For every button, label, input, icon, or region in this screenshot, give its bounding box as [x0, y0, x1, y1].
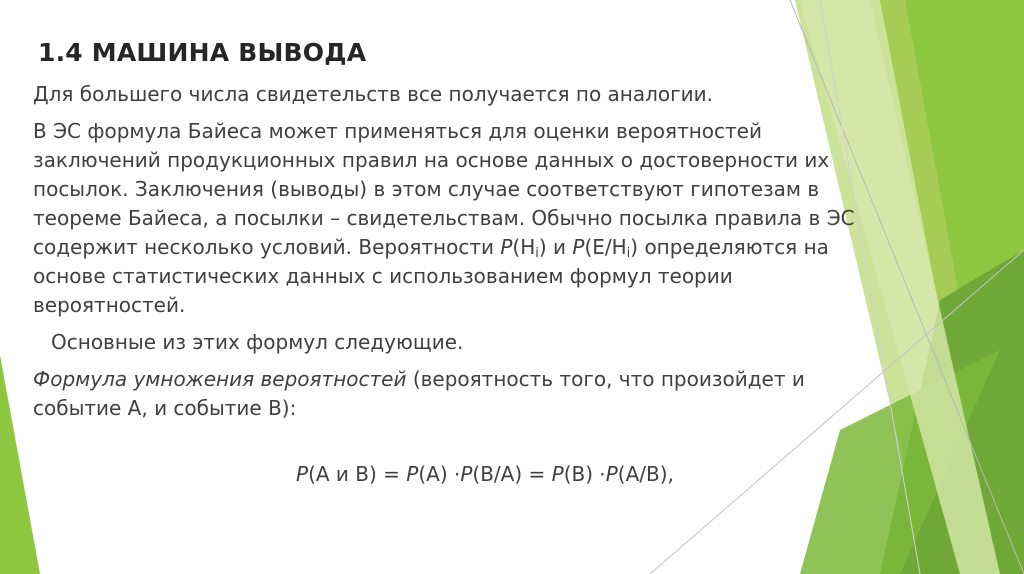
formula-part: (А) ⋅ — [418, 462, 461, 486]
prob-symbol: P — [460, 462, 473, 486]
bayes-line-4: теореме Байеса, а посылки – свидетельствам. Обычно посылка правила в ЭС — [33, 206, 855, 230]
bayes-line-3: посылок. Заключения (выводы) в этом случае соответствуют гипотезам в — [33, 177, 820, 201]
paragraph-multiplication — [33, 365, 968, 423]
multiplication-line-2: событие А, и событие В): — [33, 396, 297, 420]
main-formulas-text: Основные из этих формул следующие. — [51, 330, 464, 354]
multiplication-line-1-rest: (вероятность того, что произойдет и — [406, 367, 805, 391]
bayes-line-5-a: содержит несколько условий. Вероятности — [33, 235, 501, 259]
slide-title: 1.4 МАШИНА ВЫВОДА — [38, 38, 367, 67]
bayes-line-5-b: (H — [512, 235, 536, 259]
formula-part: (В) ⋅ — [563, 462, 606, 486]
bayes-line-5 — [33, 233, 968, 262]
paragraph-analogy-text: Для большего числа свидетельств все получается по аналогии. — [33, 82, 714, 106]
prob-symbol: P — [551, 462, 564, 486]
bayes-line-1: В ЭС формула Байеса может применяться для оценки вероятностей — [33, 119, 762, 143]
formula-part: (А/В), — [617, 462, 674, 486]
bayes-line-6: основе статистических данных с использованием формул теории — [33, 264, 733, 288]
prob-symbol: P — [500, 235, 513, 259]
prob-symbol: P — [406, 462, 419, 486]
multiplication-formula-name: Формула умножения вероятностей — [33, 367, 407, 391]
bayes-line-5-d: (E/H — [584, 235, 627, 259]
prob-symbol: P — [296, 462, 309, 486]
formula-part: (В/А) = — [472, 462, 552, 486]
bayes-line-2: заключений продукционных правил на основе данных о достоверности их — [33, 148, 830, 172]
paragraph-bayes — [33, 117, 968, 320]
multiplication-formula — [296, 462, 674, 486]
formula-part: (А и В) = — [308, 462, 407, 486]
paragraph-analogy — [33, 80, 968, 109]
prob-symbol: P — [605, 462, 618, 486]
bayes-line-5-c: ) и — [538, 235, 573, 259]
subscript-i: i — [535, 246, 539, 261]
bayes-line-7: вероятностей. — [33, 293, 186, 317]
multiplication-line-1 — [33, 365, 968, 394]
prob-symbol: P — [572, 235, 585, 259]
slide-body — [33, 80, 968, 431]
subscript-i: i — [626, 246, 631, 261]
bayes-line-5-e: ) определяются на — [630, 235, 829, 259]
paragraph-main-formulas — [33, 328, 968, 357]
